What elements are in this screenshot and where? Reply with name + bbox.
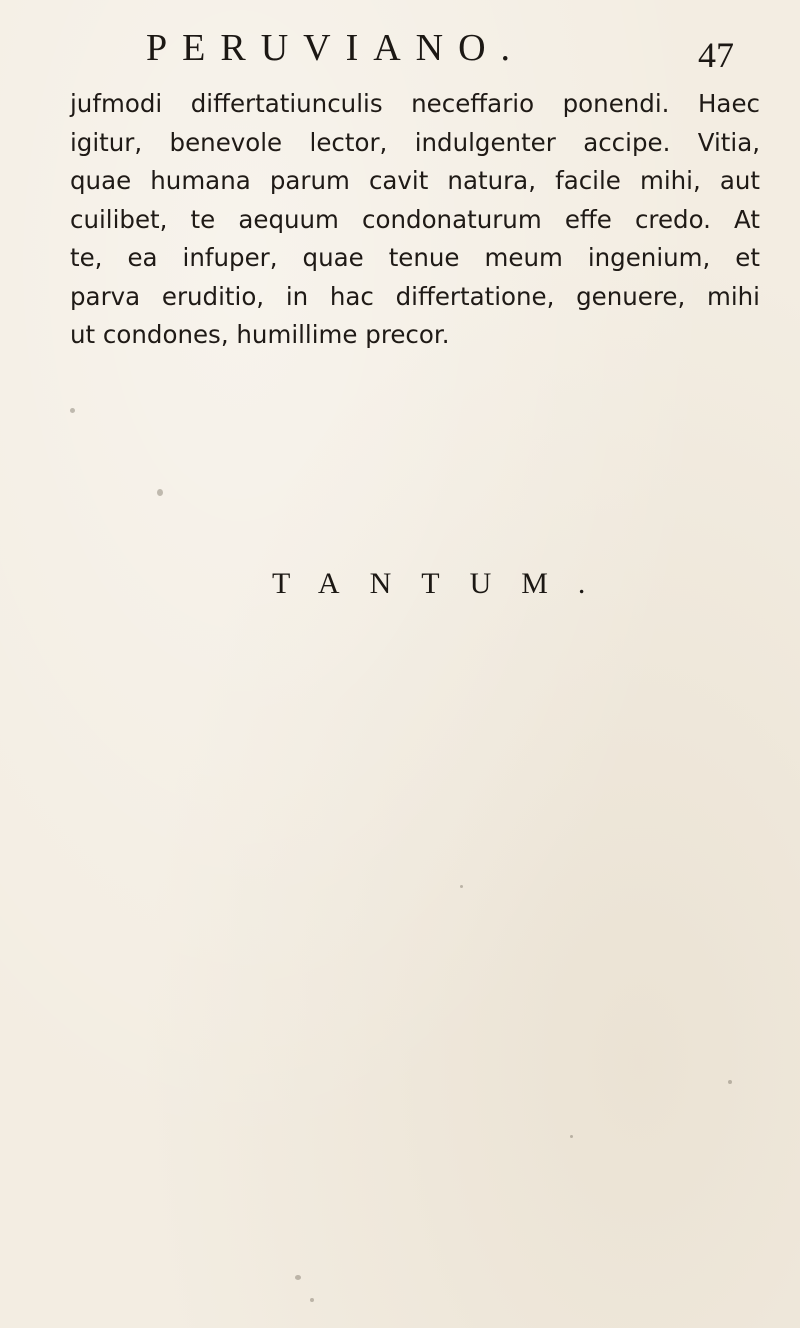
paper-speck — [157, 489, 163, 496]
paper-speck — [460, 885, 463, 888]
finis-colophon: TANTUM. — [272, 567, 616, 600]
text-line: igitur, benevole lector, indulgenter accipe. Vitia, — [70, 127, 760, 157]
running-title: PERUVIANO. — [146, 27, 526, 69]
page-number: 47 — [698, 35, 734, 75]
text-line: te, ea infuper, quae tenue meum ingenium, et — [70, 243, 760, 272]
text-line: jufmodi differtatiunculis neceffario ponendi. Haec — [70, 89, 760, 118]
text-line: parva eruditio, in hac differtatione, genuere, mihi — [70, 281, 760, 311]
text-line: cuilibet, te aequum condonaturum effe credo. At — [70, 204, 760, 234]
paper-speck — [310, 1298, 314, 1302]
text-line: ut condones, humillime precor. — [70, 320, 450, 349]
body-paragraph — [70, 85, 760, 355]
paper-speck — [70, 408, 75, 413]
text-line: quae humana parum cavit natura, facile mihi, aut — [70, 166, 760, 195]
paper-speck — [728, 1080, 732, 1084]
paper-speck — [295, 1275, 301, 1280]
paper-speck — [570, 1135, 573, 1138]
